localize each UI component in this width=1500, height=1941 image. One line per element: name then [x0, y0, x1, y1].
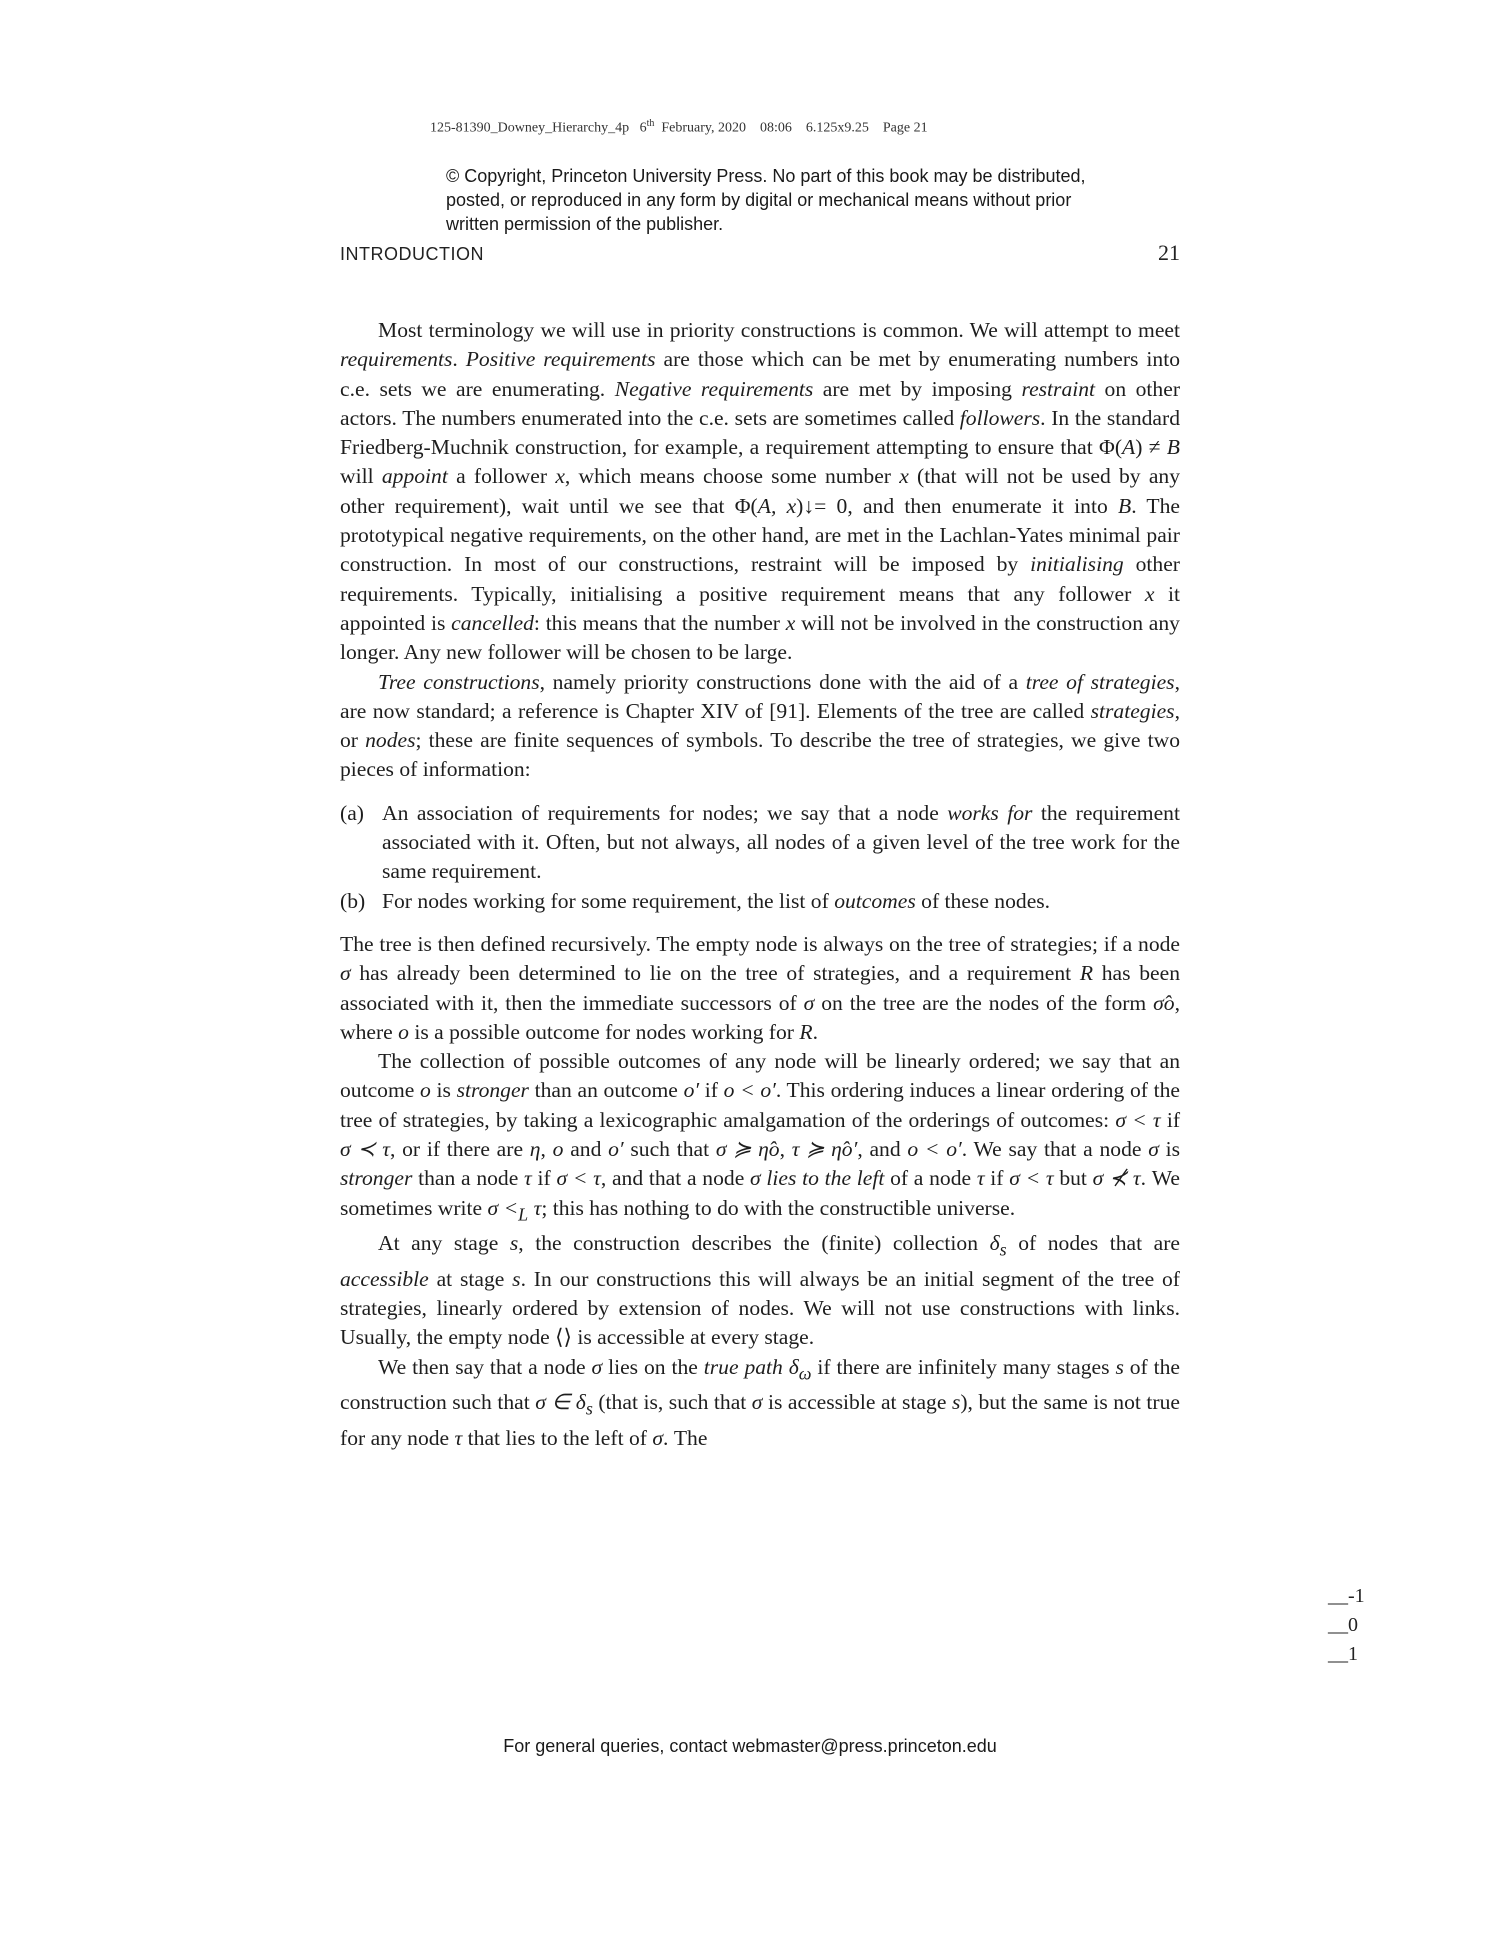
paragraph: Tree constructions, namely priority constructions done with the aid of a tree of strategies, are now standard; a reference is Chapter XIV of [91]. Elements of the tree are called strategies, or nodes; these are finite sequences of symbols. To describe the tree of strategies, we give two pieces of information:: [340, 669, 1181, 782]
slug-day: 6: [639, 120, 647, 136]
paragraph: Most terminology we will use in priority constructions is common. We will attempt to meet requirements. Positive requirements are those which can be met by enumerating numbers into c.e. sets we are enumerating. Negative requirements are met by imposing restraint on other actors. The numbers enumerated into the c.e. sets are sometimes called followers. In the standard Friedberg-Muchnik construction, for example, a requirement attempting to ensure that Φ(A) ≠ B will appoint a follower x, which means choose some number x (that will not be used by any other requirement), wait until we see that Φ(A, x)↓= 0, and then enumerate it into B. The prototypical negative requirements, on the other hand, are met in the Lachlan-Yates minimal pair construction. In most of our constructions, restraint will be imposed by initialising other requirements. Typically, initialising a positive requirement means that any follower x it appointed is cancelled: this means that the number x will not be involved in the construction any longer. Any new follower will be chosen to be large.: [340, 318, 1181, 665]
list-item-text: An association of requirements for nodes; we say that a node works for the requirement associated with it. Often, but not always, all nodes of a given level of the tree work for the same requirement.: [382, 800, 1180, 884]
slug-day-suffix: th: [646, 118, 655, 129]
slug-file: 125-81390_Downey_Hierarchy_4p: [430, 120, 630, 136]
footer-contact: For general queries, contact webmaster@press.princeton.edu: [503, 1736, 997, 1756]
paragraph: The collection of possible outcomes of any node will be linearly ordered; we say that an outcome o is stronger than an outcome o′ if o < o′. This ordering induces a linear ordering of the tree of strategies, by taking a lexicographic amalgamation of the orderings of outcomes: σ < τ if σ ≺ τ, or if there are η, o and o′ such that σ ≽ η̂o, τ ≽ η̂o′, and o < o′. We say that a node σ is stronger than a node τ if σ < τ, and that a node σ lies to the left of a node τ if σ < τ but σ ⊀ τ. We sometimes write $\sigma <_L$ τ; this has nothing to do with the constructible universe.: [340, 1049, 1181, 1224]
list-item-text: For nodes working for some requirement, the list of outcomes of these nodes.: [382, 888, 1051, 913]
outcome-list: [340, 799, 1180, 916]
margin-mark: __-1: [1328, 1585, 1365, 1607]
slug-rest: February, 2020 08:06 6.125x9.25 Page 21: [654, 120, 928, 136]
paragraph: At any stage s, the construction describes the (finite) collection $\delta_s$ of nodes that are accessible at stage s. In our constructions this will always be an initial segment of the tree of strategies, linearly ordered by extension of nodes. We will not use constructions with links. Usually, the empty node ⟨⟩ is accessible at every stage.: [340, 1231, 1180, 1350]
body-text: [340, 316, 1180, 1453]
list-item-label: (a): [340, 800, 364, 825]
list-item-label: (b): [340, 888, 366, 913]
running-head: INTRODUCTION: [340, 244, 484, 264]
paragraph: The tree is then defined recursively. The empty node is always on the tree of strategies; if a node σ has already been determined to lie on the tree of strategies, and a requirement R has been associated with it, then the immediate successors of σ on the tree are the nodes of the form σ̂o, where o is a possible outcome for nodes working for R.: [340, 931, 1180, 1044]
margin-mark: __1: [1328, 1643, 1358, 1665]
paragraph: We then say that a node σ lies on the true path $\delta_\omega$ if there are infinitely many stages s of the construction such that σ ∈ $\delta_s$ (that is, such that σ is accessible at stage s), but the same is not true for any node τ that lies to the left of σ. The: [340, 1354, 1181, 1450]
copyright-notice: © Copyright, Princeton University Press. No part of this book may be distributed, posted, or reproduced in any form by digital or mechanical means without prior written permission of the publisher.: [446, 166, 1086, 234]
margin-mark: __0: [1328, 1614, 1358, 1636]
list-item: [340, 799, 1180, 887]
print-slug: [430, 118, 1130, 137]
list-item: [340, 887, 1180, 916]
line-number-marks: [1328, 1582, 1365, 1669]
page-number: 21: [1158, 240, 1180, 265]
